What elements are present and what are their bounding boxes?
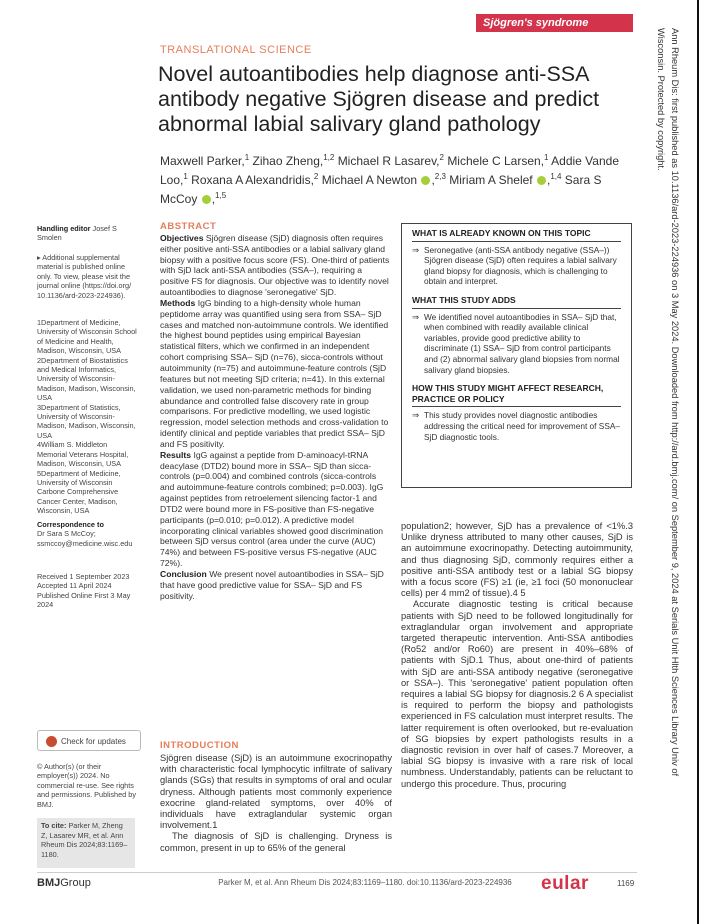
key-item: ⇒ This study provides novel diagnostic antibodies addressing the critical need for improvement of SSA– SjD diagnostic tools.	[412, 410, 620, 442]
check-updates-label: Check for updates	[61, 737, 126, 746]
author-affiliation-mark: 1,4	[550, 172, 562, 181]
affiliation: 1Department of Medicine, University of Wisconsin School of Medicine and Health, Madison, Wisconsin, USA	[37, 318, 137, 356]
author-name: Roxana A Alexandridis,	[191, 173, 314, 187]
orcid-icon[interactable]	[537, 176, 546, 185]
abstract-conclusion: Conclusion We present novel autoantibodies in SSA– SjD that have good predictive value for SSA– SjD and FS positivity.	[160, 569, 384, 601]
vertical-download-notice	[648, 28, 688, 848]
supplemental-note: ▸ Additional supplemental material is published online only. To view, please visit the journal online (https://doi.org/ 10.1136/ard-2023-224936).	[37, 253, 132, 300]
arrow-icon: ⇒	[412, 410, 419, 421]
abstract-methods: Methods IgG binding to a high-density whole human peptidome array was quantified using sera from SSA– SjD cases and matched non-autoimmune controls. We identified the highest bound peptides using empirical Bayesian statistical filters, which we confirmed in an independent cohort comprising SSA– SjD (n=76), sicca-controls without autoimmunity (n=75) and autoimmune-feature controls (SjD features but not meeting SjD criteria; n=41). In this external validation, we used non-parametric methods for binding abundance and controlled false discovery rate in group comparisons. For predictive modelling, we used logistic regression, model selection methods and cross-validation to identify clinical and peptide variables that predict SSA– SjD and FS positivity.	[160, 297, 389, 449]
arrow-icon: ⇒	[412, 244, 419, 255]
author-name: Michael R Lasarev,	[337, 154, 440, 168]
notice-line-2: Wisconsin. Protected by copyright.	[656, 28, 666, 171]
handling-editor-name: Josef S Smolen	[37, 224, 117, 243]
author-list: Maxwell Parker,$^1$ Zihao Zheng,$^{1,2}$ Michael R Lasarev,$^2$ Michele C Larsen,$^1$ Addie Vande Loo,$^1$ Roxana A Alexandridis,$^2$ Michael A Newton ,$^{2,3}$ Miriam A Shelef ,$^{1,4}$ Sara S McCoy ,$^{1,5}$	[160, 153, 619, 206]
affiliation: 3Department of Statistics, University of Wisconsin-Madison, Madison, Wisconsin, USA	[37, 402, 136, 440]
article-title: Novel autoantibodies help diagnose anti-SSA antibody negative Sjögren disease and predict abnormal labial salivary gland pathology	[158, 62, 600, 136]
affiliation: 5Department of Medicine, University of Wisconsin Carbone Comprehensive Cancer Center, Madison, Wisconsin, USA	[37, 468, 121, 516]
page-number: 1169	[617, 879, 635, 888]
body-paragraph: Sjögren disease (SjD) is an autoimmune exocrinopathy with characteristic focal lymphocytic infiltrate of salivary glands (SGs) that results in symptoms of oral and ocular dryness. Although patients most commonly experience exocrine gland-related symptoms, over 40% of individuals have extraglandular systemic organ involvement.1	[160, 753, 392, 831]
author-affiliation-mark: 1	[183, 172, 188, 181]
correspondence-label: Correspondence to	[37, 520, 104, 529]
author-affiliation-mark: 2	[313, 172, 319, 181]
author-name: Miriam A Shelef	[449, 173, 533, 187]
footer-citation: Parker M, et al. Ann Rheum Dis 2024;83:1169–1180. doi:10.1136/ard-2023-224936	[218, 878, 512, 887]
author-name: Michele C Larsen,	[447, 154, 545, 168]
author-affiliation-mark: 1	[544, 153, 549, 162]
author-name: Addie Vande Loo,	[160, 154, 619, 187]
key-item: ⇒ We identified novel autoantibodies in SSA– SjD that, when combined with readily available clinical variables, provide good predictive ability to discriminate (1) SSA– SjD from control participants and (2) abnormal salivary gland biopsies from normal salivary gland biopsies.	[412, 311, 620, 375]
eular-logo: eular	[541, 873, 589, 894]
body-paragraph: The diagnosis of SjD is challenging. Dryness is common, present in up to 65% of the general	[160, 831, 392, 853]
orcid-icon[interactable]	[202, 195, 211, 204]
check-updates-icon	[46, 736, 57, 747]
key-item: ⇒ Seronegative (anti-SSA antibody negative (SSA–)) Sjögren disease (SjD) often requires a labial salivary gland biopsy for diagnosis, which is challenging to obtain and interpret.	[412, 244, 617, 287]
orcid-icon[interactable]	[421, 176, 430, 185]
key-heading: HOW THIS STUDY MIGHT AFFECT RESEARCH, PRACTICE OR POLICY	[412, 383, 604, 404]
affiliations	[37, 318, 137, 516]
publisher-logo: BMJGroup	[37, 877, 91, 889]
cite-label: To cite:	[41, 821, 67, 830]
journal-banner: Sjögren's syndrome	[476, 14, 633, 32]
affiliation: 2Department of Biostatistics and Medical Informatics, University of Wisconsin-Madison, Madison, Wisconsin, USA	[37, 355, 136, 403]
abstract-results: Results IgG against a peptide from D-aminoacyl-tRNA deacylase (DTD2) bound more in SSA– SjD than sicca-controls (p=0.004) and combined controls (sicca-controls and autoimmune-feature controls combined; p=0.003). IgG against peptides from retroelement silencing factor-1 and DTD2 were bound more in FS-positive than FS-negative participants (p=0.010; p=0.012). A predictive model incorporating clinical variables showed good discrimination between SjD versus control (area under the curve (AUC) 74%) and between FS-positive versus FS-negative (AUC 72%).	[160, 449, 384, 569]
key-heading: WHAT THIS STUDY ADDS	[412, 294, 516, 305]
abstract-heading: ABSTRACT	[160, 221, 217, 232]
author-affiliation-mark: 2,3	[434, 172, 446, 181]
section-label: TRANSLATIONAL SCIENCE	[160, 44, 312, 56]
cite-box	[37, 818, 135, 868]
author-name: Maxwell Parker,	[160, 154, 245, 168]
author-name: Michael A Newton	[321, 173, 418, 187]
page-edge-rule	[697, 0, 699, 924]
body-paragraph: population2; however, SjD has a prevalence of <1%.3 Unlike dryness attributed to many other causes, SjD is an autoimmune exocrinopathy. Detecting autoimmunity, and thus diagnosing SjD, commonly requires either a positive anti-SSA antibody test or a labial SG biopsy with a focus score (FS) ≥1 (ie, ≥1 foci (50 mononuclear cells) per 4 mm2 of tissue).4 5	[401, 521, 633, 599]
copyright-note: © Author(s) (or their employer(s)) 2024. No commercial re-use. See rights and permissions. Published by BMJ.	[37, 762, 136, 809]
correspondence-text: Dr Sara S McCoy; ssmccoy@medicine.wisc.edu	[37, 529, 133, 548]
author-affiliation-mark: 1,5	[215, 191, 227, 200]
author-name: Zihao Zheng,	[252, 154, 324, 168]
author-affiliation-mark: 1,2	[323, 153, 335, 162]
sidebar-editor	[37, 224, 137, 243]
affiliation: 4William S. Middleton Memorial Veterans Hospital, Madison, Wisconsin, USA	[37, 440, 129, 469]
article-dates: Received 1 September 2023 Accepted 11 April 2024 Published Online First 3 May 2024	[37, 572, 131, 610]
correspondence	[37, 520, 137, 548]
key-messages-box	[401, 223, 632, 488]
key-heading: WHAT IS ALREADY KNOWN ON THIS TOPIC	[412, 228, 591, 238]
author-affiliation-mark: 2	[439, 153, 444, 162]
handling-editor-label: Handling editor	[37, 224, 91, 233]
body-paragraph: Accurate diagnostic testing is critical because patients with SjD need to be followed longitudinally for extraglandular organ involvement and appropriate targeted therapeutic intervention. Anti-SSA antibodies (Ro52 and/or Ro60) are present in 40%–68% of patients with SjD.1 Thus, about one-third of patients with SjD are anti-SSA antibody negative (seronegative or SSA–). This 'seronegative' patient population often requires a labial SG biopsy for diagnosis.2 6 A specialist is required to perform the biopsy and pathologists experienced in FS calculation must interpret results. The latter requirement is often overlooked, but re-evaluation of SG biopsies by expert pathologists results in a diagnostic revision in over half of cases.7 Moreover, a labial SG biopsy is invasive with a rare risk of local numbness. Understandably, patients can be reluctant to undergo this procedure. Thus, procuring	[401, 599, 633, 789]
cite-text: Parker M, Zheng Z, Lasarev MR, et al. Ann Rheum Dis 2024;83:1169–1180.	[41, 821, 128, 859]
body-right-column	[401, 521, 633, 790]
introduction	[160, 753, 392, 854]
check-for-updates-button[interactable]	[37, 730, 141, 751]
arrow-icon: ⇒	[412, 311, 419, 322]
abstract	[160, 222, 392, 602]
abstract-objectives: Objectives Sjögren disease (SjD) diagnosis often requires either positive anti-SSA antibodies or a labial salivary gland biopsy with a positive focus score (FS). One-third of patients with SjD lack anti-SSA antibodies (SSA–), requiring a positive FS for diagnosis. Our objective was to identify novel autoantibodies to diagnose 'seronegative' SjD.	[160, 232, 390, 298]
author-affiliation-mark: 1	[244, 153, 250, 162]
introduction-heading: INTRODUCTION	[160, 740, 239, 751]
notice-line-1: Ann Rheum Dis: first published as 10.1136/ard-2023-224936 on 3 May 2024. Downloaded from http://ard.bmj.com/ on September 9, 2024 at Serials Unit Hlth Sciences Library Univ of	[670, 28, 680, 777]
author-name: Sara S McCoy	[160, 173, 602, 206]
